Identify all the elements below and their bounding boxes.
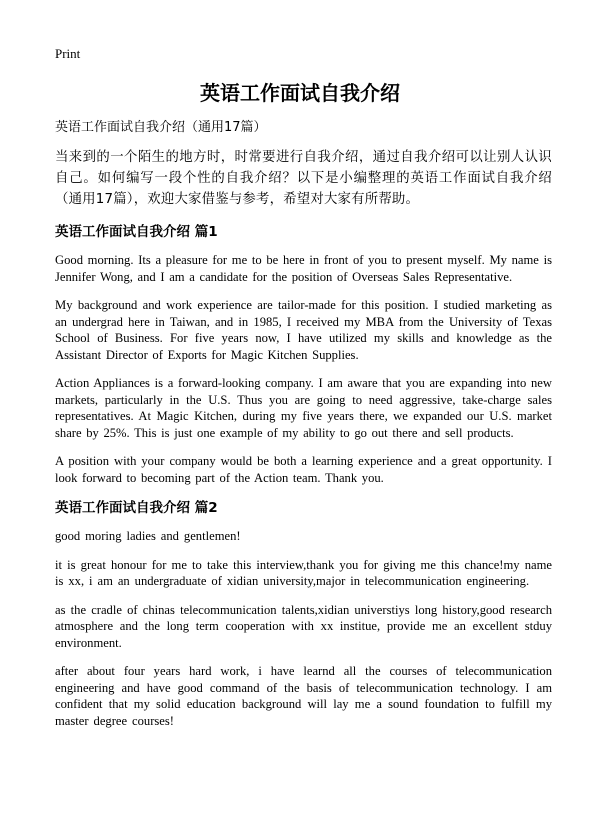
document-body bbox=[55, 118, 552, 741]
body-paragraph: good moring ladies and gentlemen! bbox=[55, 529, 241, 543]
body-paragraph: A position with your company would be both a learning experience and a great opportunity. I look forward to becoming part of the Action team. Thank you. bbox=[55, 454, 552, 485]
intro-paragraph: 当来到的一个陌生的地方时，时常要进行自我介绍，通过自我介绍可以让别人认识自己。如何编写一段个性的自我介绍？以下是小编整理的英语工作面试自我介绍（通用17篇），欢迎大家借鉴与参考，希望对大家有所帮助。 bbox=[55, 150, 552, 207]
body-paragraph: as the cradle of chinas telecommunication talents,xidian universtiys long history,good research atmosphere and the long term cooperation with xx institue, provide me an excellent stduy environment. bbox=[55, 602, 552, 650]
document-title: 英语工作面试自我介绍 bbox=[200, 81, 400, 105]
body-paragraph: My background and work experience are tailor-made for this position. I studied marketing as an undergrad here in Taiwan, and in 1985, I received my MBA from the University of Texas School of Business. For five years now, I have utilized my skills and knowledge as the Assistant Director of Exports for Magic Kitchen Supplies. bbox=[55, 298, 552, 362]
section-1 bbox=[55, 222, 552, 486]
body-paragraph: it is great honour for me to take this interview,thank you for giving me this chance!my name is xx, i am an undergraduate of xidian university,major in telecommunication engineering. bbox=[55, 557, 552, 588]
body-paragraph: Action Appliances is a forward-looking company. I am aware that you are expanding into new markets, particularly in the U.S. Thus you are going to need aggressive, take-charge sales representatives. At Magic Kitchen, during my five years there, we expanded our U.S. market share by 25%. This is just one example of my ability to go out there and sell products. bbox=[55, 376, 552, 440]
section-heading: 英语工作面试自我介绍 篇1 bbox=[55, 224, 218, 240]
body-paragraph: after about four years hard work, i have learnd all the courses of telecommunication engineering and have good command of the basis of telecommunication technology. I am confident that my solid education background will lay me a sound foundation to fulfill my master degree courses! bbox=[55, 664, 552, 728]
section-2 bbox=[55, 498, 552, 729]
print-link[interactable]: Print bbox=[55, 46, 81, 61]
document-subtitle: 英语工作面试自我介绍（通用17篇） bbox=[55, 120, 267, 135]
section-heading: 英语工作面试自我介绍 篇2 bbox=[55, 500, 218, 516]
body-paragraph: Good morning. Its a pleasure for me to be here in front of you to present myself. My name is Jennifer Wong, and I am a candidate for the position of Overseas Sales Representative. bbox=[55, 253, 552, 284]
